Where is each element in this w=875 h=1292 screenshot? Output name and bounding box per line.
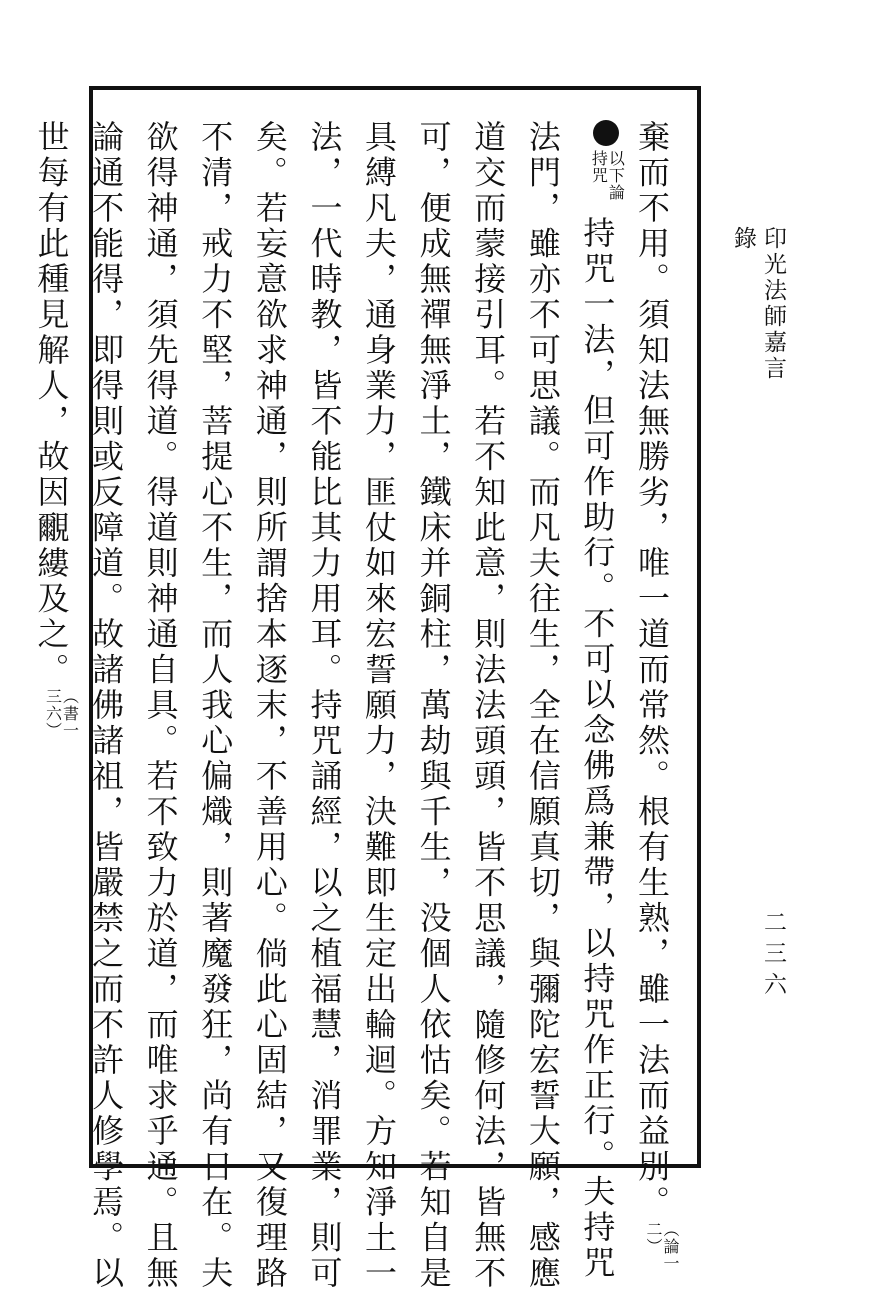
text-column: 法，一代時教，皆不能比其力用耳。持咒誦經，以之植福慧，消罪業，則可: [305, 120, 344, 1292]
text-column: 論通不能得，即得則或反障道。故諸佛諸祖，皆嚴禁之而不許人修學焉。以: [87, 120, 126, 1292]
text-column: 以下論持咒持咒一法，但可作助行。不可以念佛爲兼帶，以持咒作正行。夫持咒: [570, 120, 625, 1160]
text-column: 矣。若妄意欲求神通，則所謂捨本逐末，不善用心。倘此心固結，又復理路: [250, 120, 289, 1292]
text-column: 具縛凡夫，通身業力，匪仗如來宏誓願力，決難即生定出輪迴。方知淨土一: [360, 120, 399, 1292]
bullet-icon: [593, 120, 619, 146]
text-column: 棄而不用。須知法無勝劣，唯一道而常然。根有生熟，雖一法而益別。（論一二）: [624, 120, 679, 1160]
text-column: 世每有此種見解人，故因覼縷及之。（書一三六）: [24, 120, 79, 1160]
text-column: 欲得神通，須先得道。得道則神通自具。若不致力於道，而唯求乎通。且無: [141, 120, 180, 1292]
source-note: （書一三六）: [43, 688, 80, 739]
text-column: 不清，戒力不堅，菩提心不生，而人我心偏熾，則著魔發狂，尚有日在。夫: [196, 120, 235, 1292]
main-text: [32, 120, 680, 1292]
text-column: 可，便成無禪無淨土，鐵床并銅柱，萬劫與千生，没個人依怙矣。若知自是: [414, 120, 453, 1292]
text-column: 法門，雖亦不可思議。而凡夫往生，全在信願真切，與彌陀宏誓大願，感應: [523, 120, 562, 1292]
running-title: 印光法師嘉言錄: [730, 226, 786, 382]
page-number: 二三六: [760, 910, 786, 1003]
section-heading-note: 以下論持咒: [589, 150, 626, 201]
source-note: （論一二）: [644, 1220, 680, 1272]
text-column: 道交而蒙接引耳。若不知此意，則法法頭頭，皆不思議，隨修何法，皆無不: [469, 120, 508, 1292]
